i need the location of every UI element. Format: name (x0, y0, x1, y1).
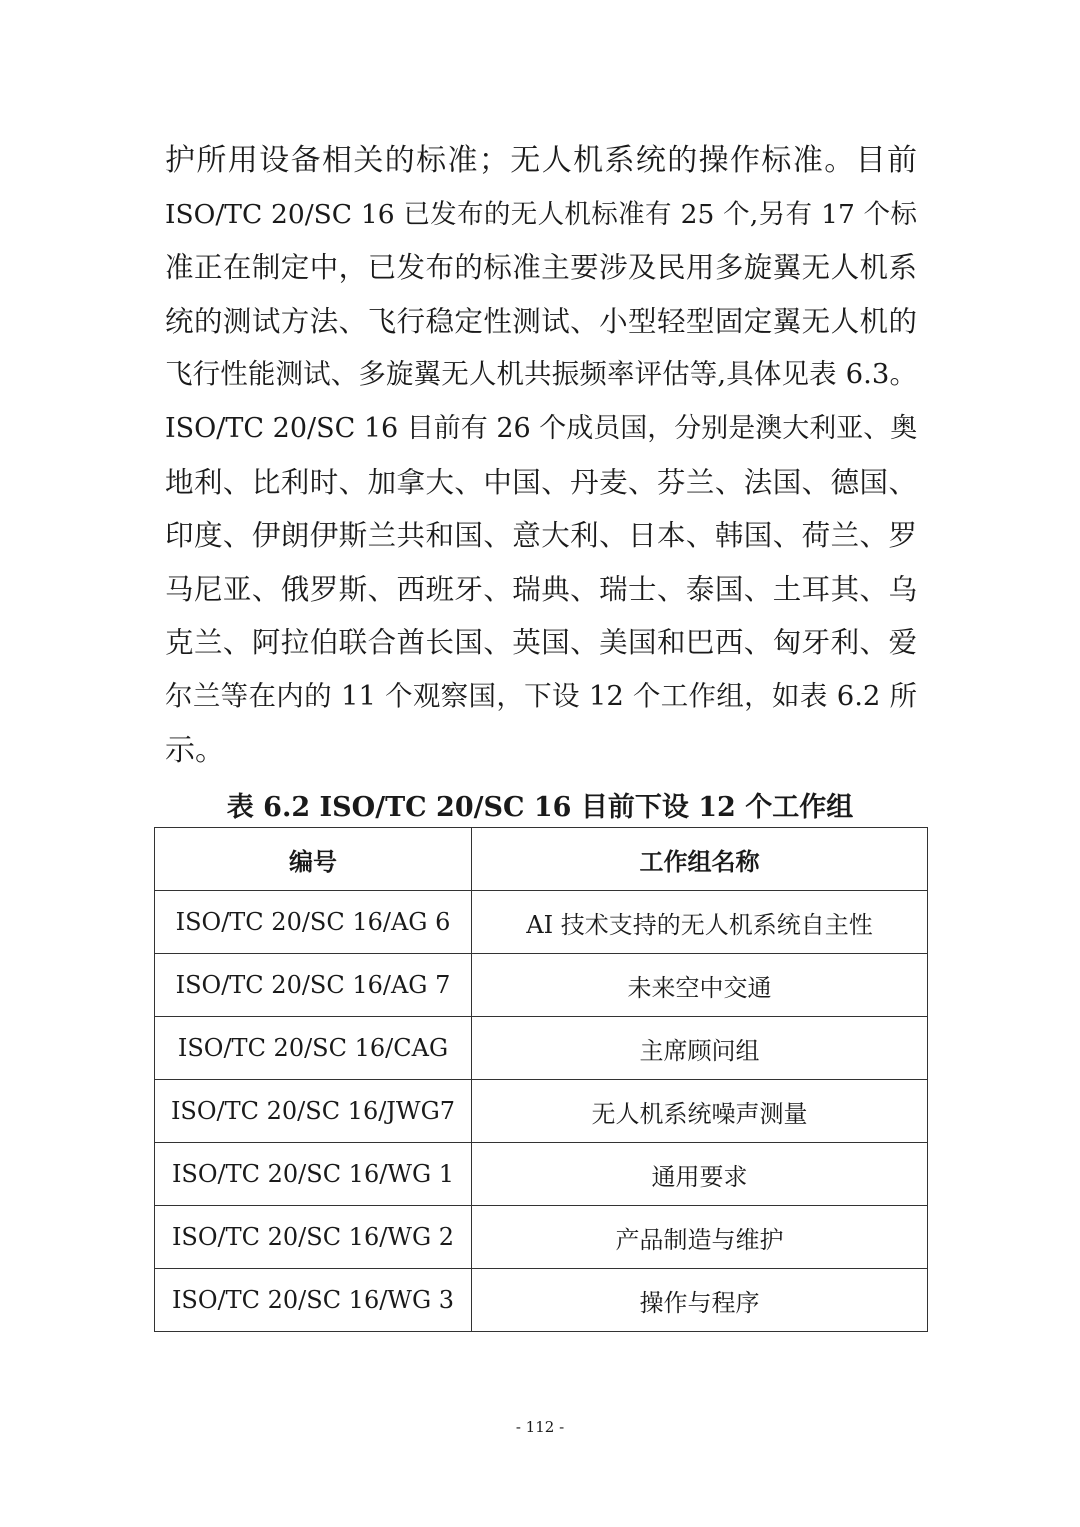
body-line: 印度、伊朗伊斯兰共和国、意大利、日本、韩国、荷兰、罗 (165, 519, 917, 553)
cell-group-code: ISO/TC 20/SC 16/AG 7 (155, 954, 472, 1017)
body-line: 示。 (165, 732, 225, 768)
body-line: 统的测试方法、飞行稳定性测试、小型轻型固定翼无人机的 (165, 304, 917, 338)
cell-group-name: 产品制造与维护 (472, 1206, 928, 1269)
header-cell-group-name: 工作组名称 (472, 828, 928, 891)
cell-group-code: ISO/TC 20/SC 16/WG 2 (155, 1206, 472, 1269)
working-groups-table (154, 827, 928, 1332)
table-caption: 表 6.2 ISO/TC 20/SC 16 目前下设 12 个工作组 (226, 792, 854, 823)
page-number: - 112 - (515, 1418, 565, 1436)
body-line: 地利、比利时、加拿大、中国、丹麦、芬兰、法国、德国、 (165, 465, 917, 499)
cell-group-code: ISO/TC 20/SC 16/JWG7 (155, 1080, 472, 1143)
table-row (155, 1143, 928, 1206)
cell-group-name: 未来空中交通 (472, 954, 928, 1017)
body-line: ISO/TC 20/SC 16 已发布的无人机标准有 25 个,另有 17 个标 (165, 198, 917, 230)
body-line: 护所用设备相关的标准；无人机系统的操作标准。目前 (165, 143, 917, 178)
body-paragraph (165, 134, 917, 777)
body-line: 克兰、阿拉伯联合酋长国、英国、美国和巴西、匈牙利、爱 (165, 626, 917, 660)
cell-group-code: ISO/TC 20/SC 16/CAG (155, 1017, 472, 1080)
body-line: ISO/TC 20/SC 16 目前有 26 个成员国，分别是澳大利亚、奥 (165, 412, 918, 444)
table-row (155, 1206, 928, 1269)
cell-group-name: 主席顾问组 (472, 1017, 928, 1080)
body-line: 准正在制定中，已发布的标准主要涉及民用多旋翼无人机系 (165, 251, 917, 285)
table-header-row (155, 828, 928, 891)
header-cell-number: 编号 (155, 828, 472, 891)
cell-group-name: 操作与程序 (472, 1269, 928, 1332)
cell-group-name: 无人机系统噪声测量 (472, 1080, 928, 1143)
cell-group-code: ISO/TC 20/SC 16/WG 1 (155, 1143, 472, 1206)
table-row (155, 891, 928, 954)
cell-group-code: ISO/TC 20/SC 16/AG 6 (155, 891, 472, 954)
table-row (155, 1080, 928, 1143)
table-row (155, 954, 928, 1017)
body-line: 马尼亚、俄罗斯、西班牙、瑞典、瑞士、泰国、土耳其、乌 (165, 572, 917, 606)
cell-group-name: AI 技术支持的无人机系统自主性 (472, 891, 928, 954)
cell-group-name: 通用要求 (472, 1143, 928, 1206)
body-line: 尔兰等在内的 11 个观察国，下设 12 个工作组，如表 6.2 所 (165, 679, 917, 712)
cell-group-code: ISO/TC 20/SC 16/WG 3 (155, 1269, 472, 1332)
table-row (155, 1269, 928, 1332)
body-line: 飞行性能测试、多旋翼无人机共振频率评估等,具体见表 6.3。 (165, 358, 917, 391)
table-row (155, 1017, 928, 1080)
